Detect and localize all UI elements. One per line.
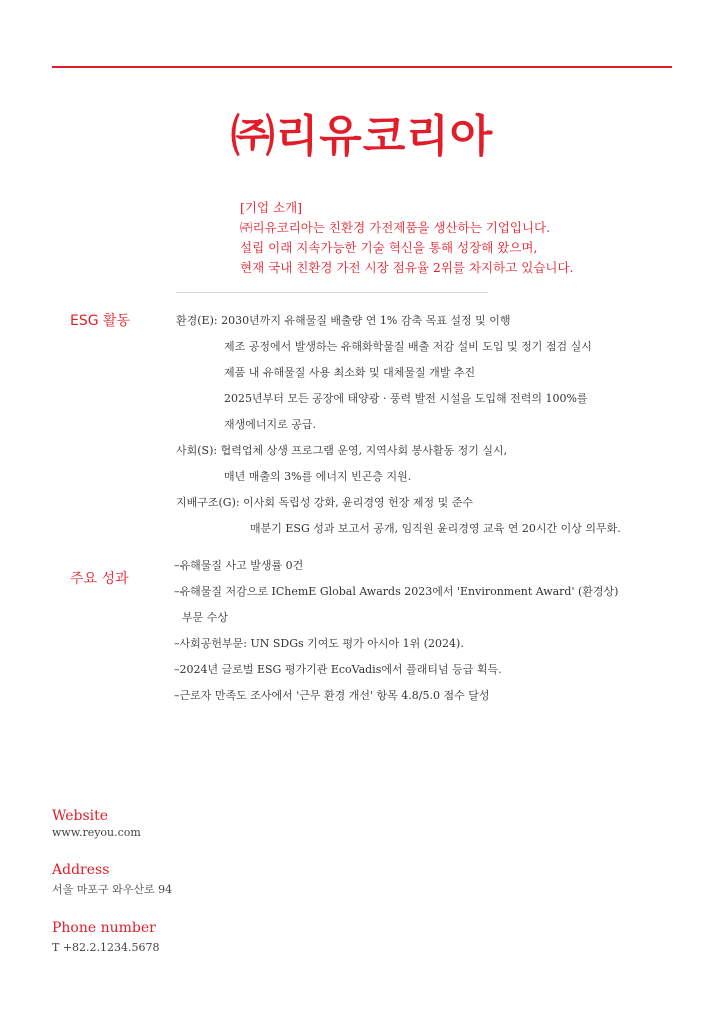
company-name: ㈜리유코리아 bbox=[230, 111, 494, 162]
achievements-section-label: 주요 성과 bbox=[70, 571, 129, 587]
esg-line: 사회(S): 협력업체 상생 프로그램 운영, 지역사회 봉사활동 정기 실시, bbox=[176, 444, 508, 457]
achievement-line: –유해물질 사고 발생률 0건 bbox=[174, 559, 304, 572]
intro-line: ㈜리유코리아는 친환경 가전제품을 생산하는 기업입니다. bbox=[240, 220, 551, 235]
intro-divider bbox=[176, 292, 488, 293]
esg-line: 제조 공정에서 발생하는 유해화학물질 배출 저감 설비 도입 및 정기 점검 실시 bbox=[224, 340, 592, 353]
intro-line: 설립 이래 지속가능한 기술 혁신을 통해 성장해 왔으며, bbox=[240, 240, 538, 255]
esg-section-label: ESG 활동 bbox=[70, 313, 131, 329]
address-label: Address bbox=[52, 862, 110, 878]
intro-line: 현재 국내 친환경 가전 시장 점유율 2위를 차지하고 있습니다. bbox=[240, 260, 574, 275]
company-intro bbox=[240, 198, 680, 278]
address-value: 서울 마포구 와우산로 94 bbox=[52, 883, 173, 896]
esg-line: 제품 내 유해물질 사용 최소화 및 대체물질 개발 추진 bbox=[224, 366, 476, 379]
top-divider bbox=[52, 66, 672, 68]
website-link[interactable]: www.reyou.com bbox=[52, 826, 141, 839]
esg-line: 지배구조(G): 이사회 독립성 강화, 윤리경영 헌장 제정 및 준수 bbox=[176, 496, 473, 509]
phone-label: Phone number bbox=[52, 920, 156, 936]
achievement-line: –유해물질 저감으로 IChemE Global Awards 2023에서 'Environment Award' (환경상) bbox=[174, 585, 619, 598]
achievement-line: –근로자 만족도 조사에서 '근무 환경 개선' 항목 4.8/5.0 점수 달성 bbox=[174, 689, 490, 702]
esg-line: 매분기 ESG 성과 보고서 공개, 임직원 윤리경영 교육 연 20시간 이상 의무화. bbox=[250, 522, 621, 535]
website-label: Website bbox=[52, 808, 109, 824]
achievement-line: –2024년 글로벌 ESG 평가기관 EcoVadis에서 플래티넘 등급 획득. bbox=[174, 663, 502, 676]
intro-heading: [기업 소개] bbox=[240, 200, 303, 215]
achievement-line: –사회공헌부문: UN SDGs 기여도 평가 아시아 1위 (2024). bbox=[174, 637, 464, 650]
esg-line: 2025년부터 모든 공장에 태양광 · 풍력 발전 시설을 도입해 전력의 100%를 bbox=[224, 392, 588, 405]
esg-line: 매년 매출의 3%를 에너지 빈곤층 지원. bbox=[224, 470, 412, 483]
esg-line: 환경(E): 2030년까지 유해물질 배출량 연 1% 감축 목표 설정 및 이행 bbox=[176, 314, 511, 327]
achievement-line: 부문 수상 bbox=[182, 611, 229, 624]
esg-line: 재생에너지로 공급. bbox=[224, 418, 317, 431]
phone-value: T +82.2.1234.5678 bbox=[52, 941, 160, 954]
